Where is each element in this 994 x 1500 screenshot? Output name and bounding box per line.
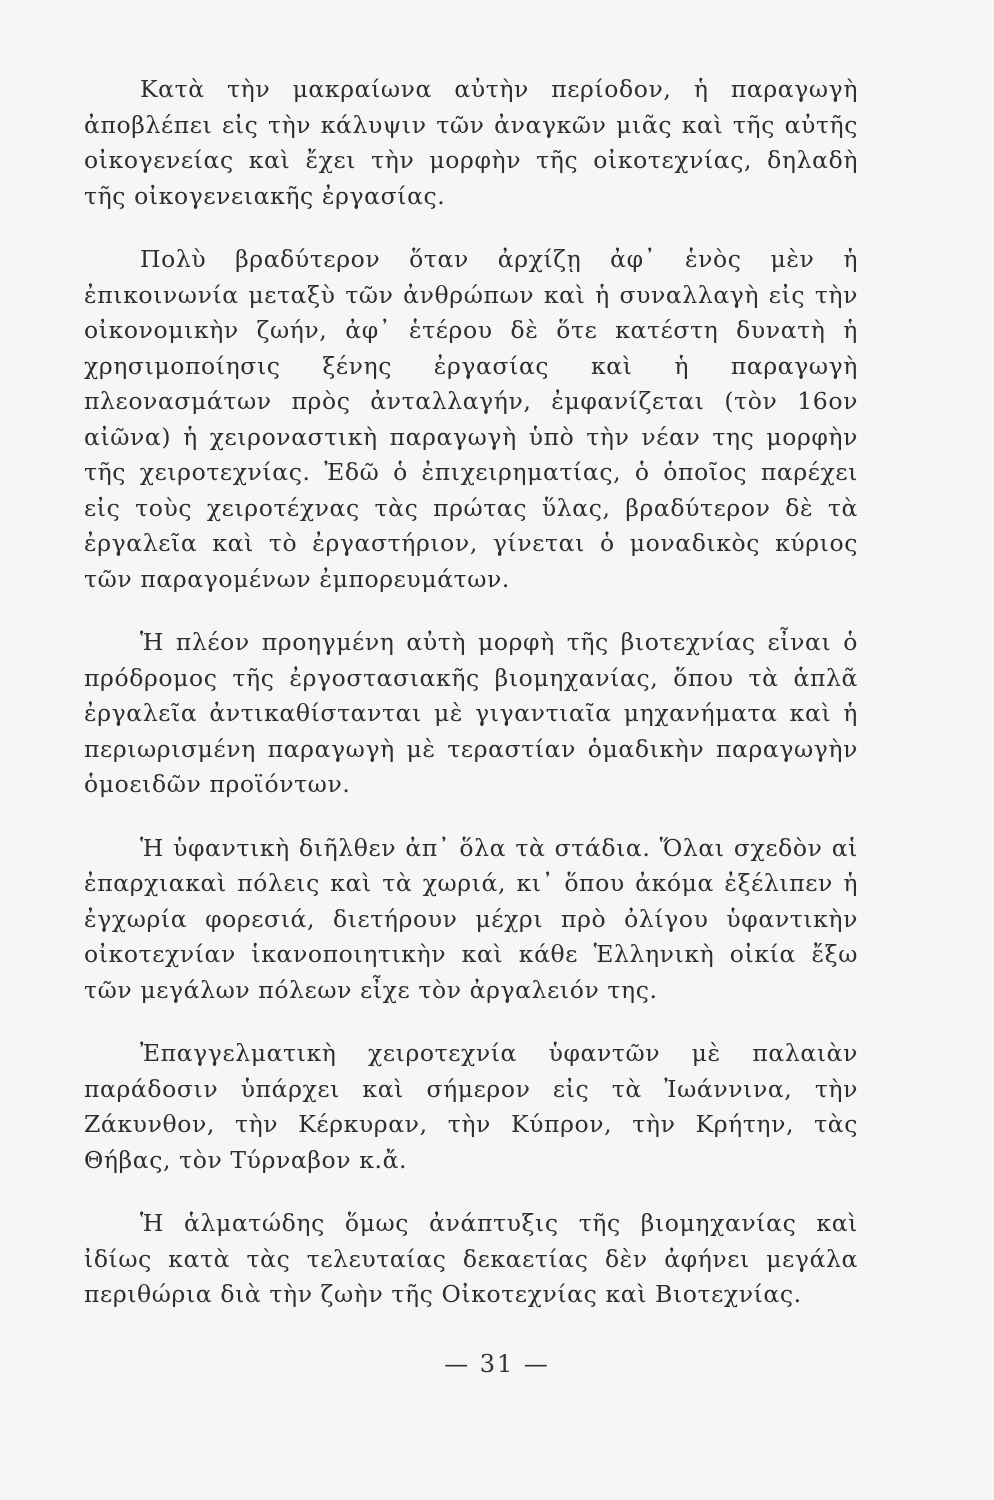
- page-number: — 31 —: [444, 1350, 550, 1378]
- paragraph-3: Ἡ πλέον προηγμένη αὐτὴ μορφὴ τῆς βιοτεχνίας εἶναι ὁ πρόδρομος τῆς ἐργοστασιακῆς βιομηχανίας, ὅπου τὰ ἁπλᾶ ἐργαλεῖα ἀντικαθίστανται μὲ γιγαντιαῖα μηχανήματα καὶ ἡ περιωρισμένη παραγωγὴ μὲ τεραστίαν ὁμαδικὴν παραγωγὴν ὁμοειδῶν προϊόντων.: [84, 628, 858, 798]
- paragraph-4: Ἡ ὑφαντικὴ διῆλθεν ἀπ᾽ ὅλα τὰ στάδια. Ὅλαι σχεδὸν αἱ ἐπαρχιακαὶ πόλεις καὶ τὰ χωριά, κι᾽ ὅπου ἀκόμα ἐξέλιπεν ἡ ἐγχωρία φορεσιά, διετήρουν μέχρι πρὸ ὀλίγου ὑφαντικὴν οἰκοτεχνίαν ἱκανοποιητικὴν καὶ κάθε Ἑλληνικὴ οἰκία ἔξω τῶν μεγάλων πόλεων εἶχε τὸν ἀργαλειόν της.: [84, 833, 858, 1004]
- paragraph-6: Ἡ ἁλματώδης ὅμως ἀνάπτυξις τῆς βιομηχανίας καὶ ἰδίως κατὰ τὰς τελευταίας δεκαετίας δὲν ἀφήνει μεγάλα περιθώρια διὰ τὴν ζωὴν τῆς Οἰκοτεχνίας καὶ Βιοτεχνίας.: [84, 1209, 858, 1308]
- paragraph-5: Ἐπαγγελματικὴ χειροτεχνία ὑφαντῶν μὲ παλαιὰν παράδοσιν ὑπάρχει καὶ σήμερον εἰς τὰ Ἰωάννινα, τὴν Ζάκυνθον, τὴν Κέρκυραν, τὴν Κύπρον, τὴν Κρήτην, τὰς Θήβας, τὸν Τύρναβον κ.ἄ.: [84, 1039, 858, 1174]
- body-text: [84, 72, 858, 1341]
- paragraph-1: Κατὰ τὴν μακραίωνα αὐτὴν περίοδον, ἡ παραγωγὴ ἀποβλέπει εἰς τὴν κάλυψιν τῶν ἀναγκῶν μιᾶς καὶ τῆς αὐτῆς οἰκογενείας καὶ ἔχει τὴν μορφὴν τῆς οἰκοτεχνίας, δηλαδὴ τῆς οἰκογενειακῆς ἐργασίας.: [84, 75, 858, 210]
- paragraph-2: Πολὺ βραδύτερον ὅταν ἀρχίζῃ ἀφ᾽ ἑνὸς μὲν ἡ ἐπικοινωνία μεταξὺ τῶν ἀνθρώπων καὶ ἡ συναλλαγὴ εἰς τὴν οἰκονομικὴν ζωήν, ἀφ᾽ ἑτέρου δὲ ὅτε κατέστη δυνατὴ ἡ χρησιμοποίησις ξένης ἐργασίας καὶ ἡ παραγωγὴ πλεονασμάτων πρὸς ἀνταλλαγήν, ἐμφανίζεται (τὸν 16ον αἰῶνα) ἡ χειροναστικὴ παραγωγὴ ὑπὸ τὴν νέαν της μορφὴν τῆς χειροτεχνίας. Ἐδῶ ὁ ἐπιχειρηματίας, ὁ ὁποῖος παρέχει εἰς τοὺς χειροτέχνας τὰς πρώτας ὕλας, βραδύτερον δὲ τὰ ἐργαλεῖα καὶ τὸ ἐργαστήριον, γίνεται ὁ μοναδικὸς κύριος τῶν παραγομένων ἐμπορευμάτων.: [84, 245, 858, 593]
